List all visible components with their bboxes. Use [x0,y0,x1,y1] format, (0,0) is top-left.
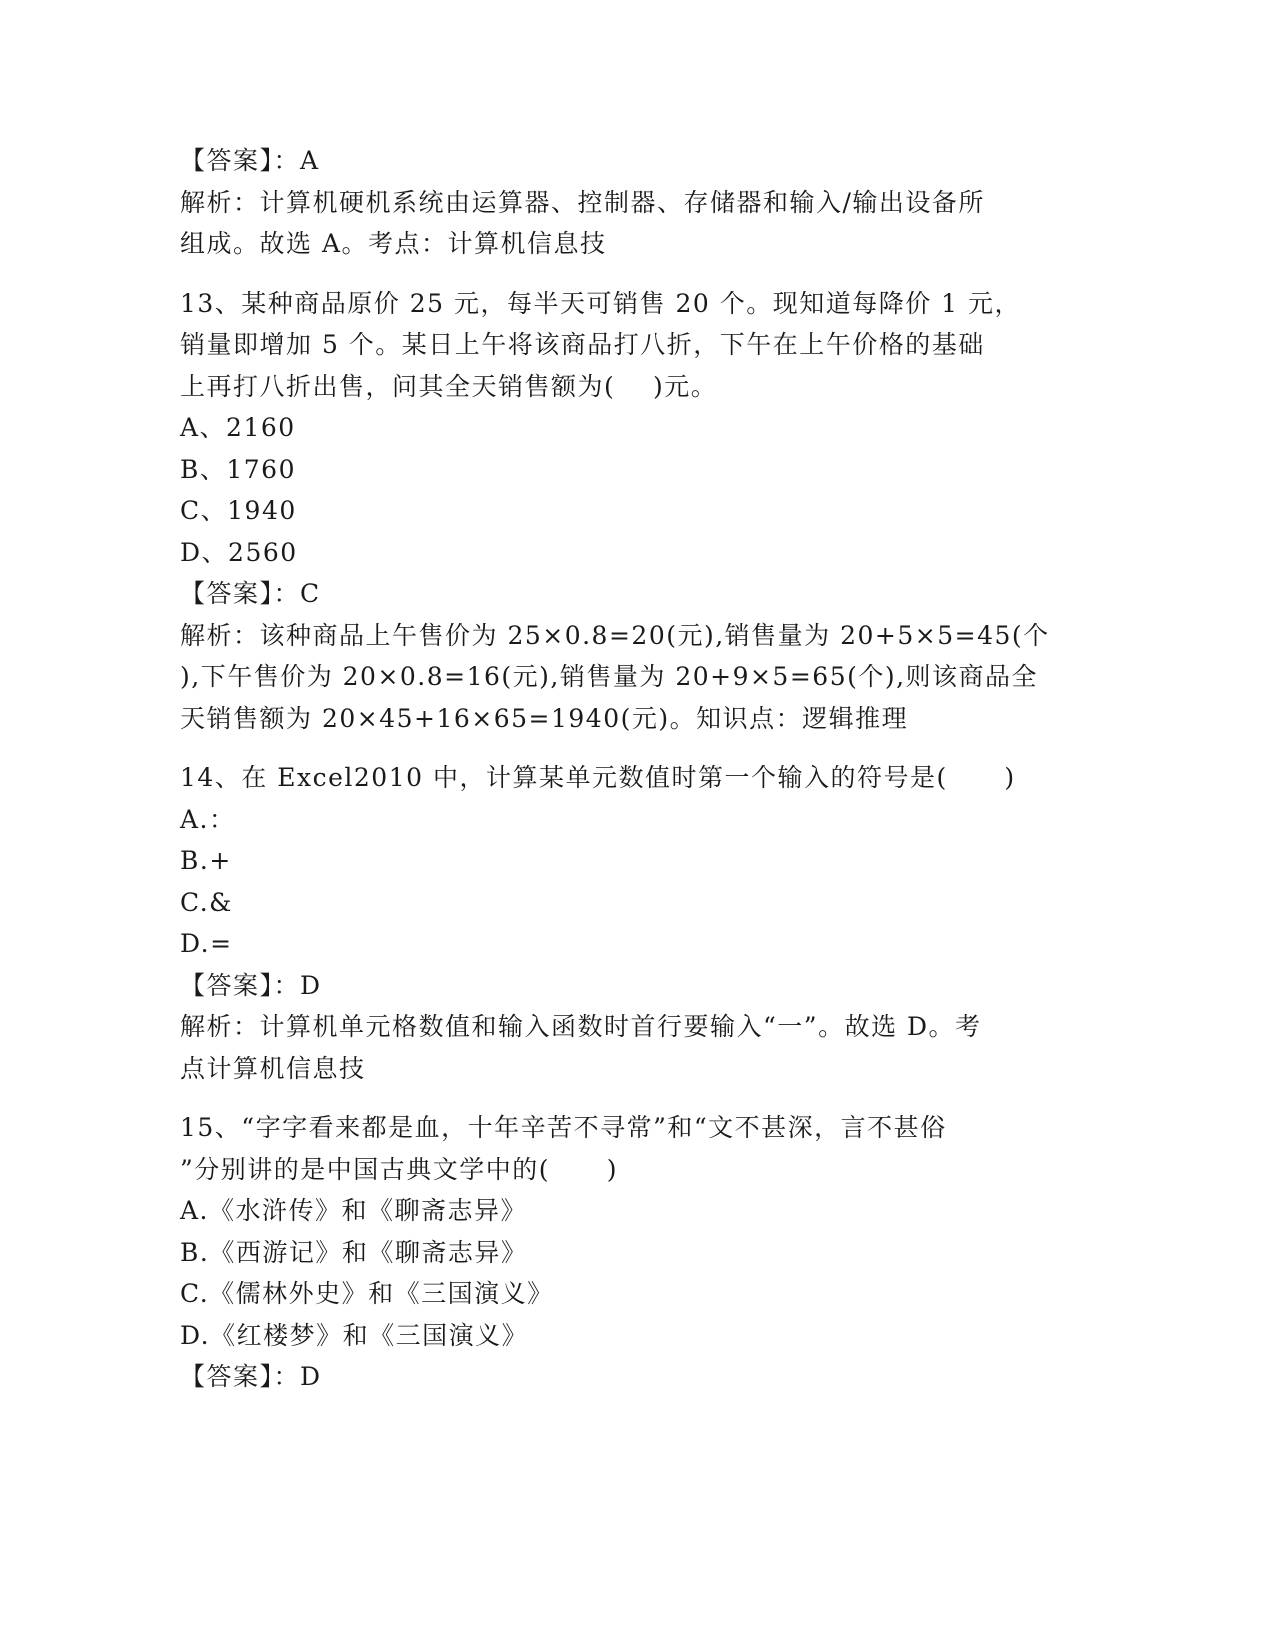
option-b: B.《西游记》和《聊斋志异》 [180,1237,528,1267]
option-a: A.《水浒传》和《聊斋志异》 [180,1196,528,1225]
analysis-line: 解析：计算机硬机系统由运算器、控制器、存储器和输入/输出设备所 [180,187,985,217]
analysis-line: 解析：计算机单元格数值和输入函数时首行要输入“一”。故选 D。考 [180,1012,982,1041]
option-a: A、2160 [180,413,296,442]
document-page [180,140,1080,1398]
question-stem: 13、某种商品原价 25 元，每半天可销售 20 个。现知道每降价 1 元， [180,288,1022,318]
question-12-block [180,140,1080,265]
analysis-line: 点计算机信息技 [180,1053,366,1083]
question-stem: 销量即增加 5 个。某日上午将该商品打八折，下午在上午价格的基础 [180,330,985,359]
option-c: C.& [180,887,233,917]
question-15-block [180,1107,1080,1398]
option-b: B.+ [180,846,232,875]
question-stem: ”分别讲的是中国古典文学中的( ) [180,1154,618,1184]
answer-line: 【答案】：A [180,146,320,175]
option-d: D、2560 [180,537,298,567]
question-stem: 14、在 Excel2010 中，计算某单元数值时第一个输入的符号是( ) [180,763,1016,792]
analysis-line: 组成。故选 A。考点：计算机信息技 [180,229,607,258]
analysis-line: ),下午售价为 20×0.8=16(元),销售量为 20+9×5=65(个),则该商品全 [180,662,1039,691]
option-b: B、1760 [180,454,296,484]
analysis-line: 天销售额为 20×45+16×65=1940(元)。知识点：逻辑推理 [180,703,909,733]
option-d: D.= [180,929,233,958]
question-stem: 上再打八折出售，问其全天销售额为( )元。 [180,371,718,401]
option-a: A.： [180,804,236,834]
option-d: D.《红楼梦》和《三国演义》 [180,1320,529,1350]
option-c: C.《儒林外史》和《三国演义》 [180,1279,554,1308]
analysis-line: 解析：该种商品上午售价为 25×0.8=20(元),销售量为 20+5×5=45(个 [180,620,1050,650]
question-14-block [180,757,1080,1089]
question-13-block [180,283,1080,740]
answer-line: 【答案】：D [180,1362,322,1391]
answer-line: 【答案】：D [180,970,322,1000]
answer-line: 【答案】：C [180,579,321,608]
question-stem: 15、“字字看来都是血，十年辛苦不寻常”和“文不甚深，言不甚俗 [180,1113,947,1142]
option-c: C、1940 [180,496,297,525]
